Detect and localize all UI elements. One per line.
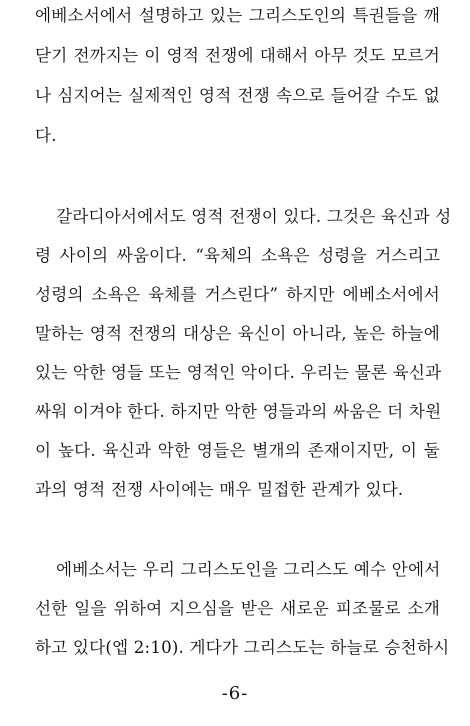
text-line: 에베소서는 우리 그리스도인을 그리스도 예수 안에서 <box>56 560 441 579</box>
text-line: 닫기 전까지는 이 영적 전쟁에 대해서 아무 것도 모르거 <box>35 46 440 65</box>
text-line: 있는 악한 영들 또는 영적인 악이다. 우리는 물론 육신과 <box>35 363 442 382</box>
text-line: 싸워 이겨야 한다. 하지만 악한 영들과의 싸움은 더 차원 <box>35 402 442 421</box>
text-line: 령 사이의 싸움이다. “육체의 소욕은 성령을 거스리고 <box>35 246 440 265</box>
text-line: 에베소서에서 설명하고 있는 그리스도인의 특권들을 깨 <box>35 6 440 25</box>
text-line: 나 심지어는 실제적인 영적 전쟁 속으로 들어갈 수도 없 <box>35 86 440 105</box>
text-line: 성령의 소욕은 육체를 거스린다” 하지만 에베소서에서 <box>35 285 440 304</box>
text-line: 이 높다. 육신과 악한 영들은 별개의 존재이지만, 이 둘 <box>35 441 440 460</box>
page-number: -6- <box>221 683 249 704</box>
text-line: 선한 일을 위하여 지으심을 받은 새로운 피조물로 소개 <box>35 599 440 618</box>
text-line: 하고 있다(엡 2:10). 게다가 그리스도는 하늘로 승천하시 <box>35 638 450 657</box>
text-line: 과의 영적 전쟁 사이에는 매우 밀접한 관계가 있다. <box>35 480 404 499</box>
text-line: 갈라디아서에서도 영적 전쟁이 있다. 그것은 육신과 성 <box>56 207 452 226</box>
text-line: 다. <box>35 126 57 145</box>
text-line: 말하는 영적 전쟁의 대상은 육신이 아니라, 높은 하늘에 <box>35 324 440 343</box>
